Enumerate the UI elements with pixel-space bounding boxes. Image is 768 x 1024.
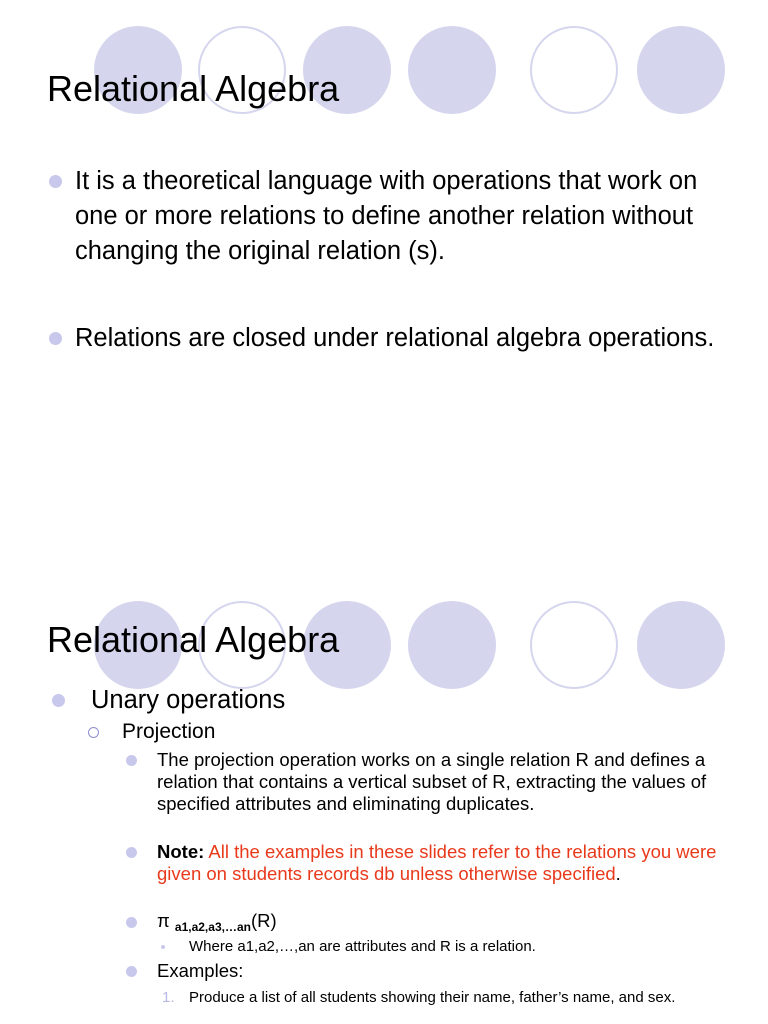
bullet-icon [52,694,65,707]
slide-title: Relational Algebra [47,68,340,109]
bullet-icon [49,332,62,345]
decor-circle [637,26,725,114]
slide-2 [0,565,768,1024]
bullet-icon [49,175,62,188]
bullet-icon [126,755,137,766]
formula-argument: (R) [250,910,277,931]
bullet-text: It is a theoretical language with operations that work on one or more relations to define another relation without changing the original relation (s). [75,167,698,265]
projection-formula [157,910,747,938]
formula-explanation: Where a1,a2,…,an are attributes and R is a relation. [189,938,536,955]
small-bullet-icon [161,945,165,949]
bullet-icon [126,917,137,928]
decor-circle [530,601,618,689]
example-text: Produce a list of all students showing their name, father’s name, and sex. [189,989,676,1006]
bullet-text: Relations are closed under relational algebra operations. [75,324,715,352]
note-text: All the examples in these slides refer to the relations you were given on students records db unless otherwise specified [157,841,717,884]
note-paragraph [157,841,717,885]
slide-1 [0,0,768,500]
formula-subscript: a1,a2,a3,…an [174,920,251,934]
pi-symbol: π [157,910,170,931]
note-end: . [615,863,621,884]
projection-definition: The projection operation works on a single relation R and defines a relation that contains a vertical subset of R, extracting the values of specified attributes and eliminating duplicates. [157,749,707,814]
decor-circle [408,601,496,689]
unary-operations-heading: Unary operations [91,686,286,714]
decor-circle [637,601,725,689]
projection-heading: Projection [122,720,216,743]
examples-heading: Examples: [157,960,244,981]
note-label: Note: [157,841,205,862]
hollow-bullet-icon [88,727,99,738]
decor-circle [530,26,618,114]
bullet-icon [126,847,137,858]
bullet-icon [126,966,137,977]
example-number: 1. [162,989,175,1006]
decor-circle [408,26,496,114]
slide-title: Relational Algebra [47,619,340,660]
